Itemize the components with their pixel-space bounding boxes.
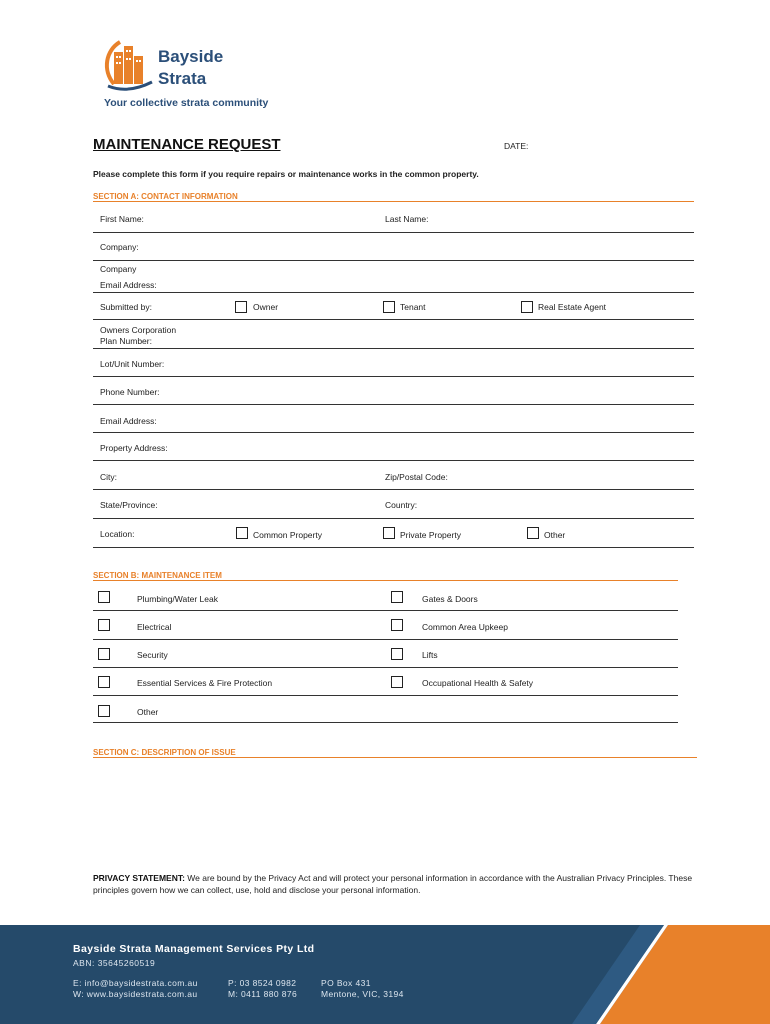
footer-company: Bayside Strata Management Services Pty Ltd (73, 943, 315, 955)
privacy-text: We are bound by the Privacy Act and will protect your personal information in accordance with the Australian Privacy Principles. These principles govern how we can collect, use, hold and disclose your personal information. (93, 873, 693, 895)
form-intro: Please complete this form if you require repairs or maintenance works in the common property. (93, 169, 479, 179)
footer-email-link[interactable]: E: info@baysidestrata.com.au (73, 978, 198, 988)
essential-services-checkbox[interactable] (98, 676, 110, 688)
submitted-by-row (93, 293, 694, 320)
company-email-label-line2: Email Address: (100, 280, 157, 290)
name-row[interactable] (93, 206, 694, 233)
email-label: Email Address: (100, 416, 157, 426)
footer-stripes-graphic (0, 925, 770, 1024)
lifts-checkbox[interactable] (391, 648, 403, 660)
security-checkbox[interactable] (98, 648, 110, 660)
zip-label: Zip/Postal Code: (385, 472, 448, 482)
owners-corp-label-line1: Owners Corporation (100, 325, 177, 335)
footer (0, 925, 770, 1024)
state-label: State/Province: (100, 500, 158, 510)
city-label: City: (100, 472, 117, 482)
maintenance-item-row (93, 668, 678, 696)
essential-services-label: Essential Services & Fire Protection (137, 678, 273, 688)
first-name-label: First Name: (100, 214, 144, 224)
phone-label: Phone Number: (100, 387, 160, 397)
company-logo (100, 36, 300, 116)
footer-website-link[interactable]: W: www.baysidestrata.com.au (73, 989, 198, 999)
company-row[interactable] (93, 233, 694, 261)
electrical-label: Electrical (137, 622, 172, 632)
lifts-label: Lifts (422, 650, 438, 660)
real-estate-agent-checkbox[interactable] (521, 301, 533, 313)
company-email-row[interactable] (93, 261, 694, 293)
company-email-label-line1: Company (100, 264, 137, 274)
section-a-heading: SECTION A: CONTACT INFORMATION (93, 192, 694, 202)
logo-name-line1: Bayside (158, 47, 224, 66)
location-other-label: Other (544, 530, 566, 540)
company-label: Company: (100, 242, 139, 252)
gates-doors-label: Gates & Doors (422, 594, 478, 604)
section-b-heading: SECTION B: MAINTENANCE ITEM (93, 571, 678, 581)
state-country-row[interactable] (93, 490, 694, 519)
property-address-row[interactable] (93, 433, 694, 461)
electrical-checkbox[interactable] (98, 619, 110, 631)
logo-name-line2: Strata (158, 69, 207, 88)
real-estate-agent-option-label: Real Estate Agent (538, 302, 607, 312)
location-row (93, 519, 694, 548)
common-property-label: Common Property (253, 530, 322, 540)
owners-corp-row[interactable] (93, 320, 694, 349)
building-logo-icon (100, 36, 156, 92)
section-c-heading: SECTION C: DESCRIPTION OF ISSUE (93, 748, 697, 758)
country-label: Country: (385, 500, 418, 510)
footer-web-contact (73, 978, 198, 1000)
tenant-option-label: Tenant (400, 302, 426, 312)
description-textarea[interactable] (93, 762, 697, 862)
common-area-upkeep-checkbox[interactable] (391, 619, 403, 631)
security-label: Security (137, 650, 168, 660)
privacy-statement (93, 872, 703, 896)
last-name-label: Last Name: (385, 214, 429, 224)
date-label: DATE: (504, 141, 529, 151)
maintenance-item-row (93, 696, 678, 723)
maintenance-other-label: Other (137, 707, 159, 717)
maintenance-item-row (93, 640, 678, 668)
maintenance-item-row (93, 611, 678, 640)
lot-unit-row[interactable] (93, 349, 694, 377)
owners-corp-label-line2: Plan Number: (100, 336, 152, 346)
footer-abn: ABN: 35645260519 (73, 958, 156, 968)
ohs-label: Occupational Health & Safety (422, 678, 534, 688)
footer-phone-contact (228, 978, 297, 1000)
owner-option-label: Owner (253, 302, 279, 312)
footer-phone[interactable]: P: 03 8524 0982 (228, 978, 297, 988)
maintenance-other-checkbox[interactable] (98, 705, 110, 717)
owner-checkbox[interactable] (235, 301, 247, 313)
tenant-checkbox[interactable] (383, 301, 395, 313)
common-property-checkbox[interactable] (236, 527, 248, 539)
ohs-checkbox[interactable] (391, 676, 403, 688)
footer-mobile[interactable]: M: 0411 880 876 (228, 989, 298, 999)
gates-doors-checkbox[interactable] (391, 591, 403, 603)
privacy-label: PRIVACY STATEMENT: (93, 873, 185, 883)
lot-unit-label: Lot/Unit Number: (100, 359, 165, 369)
location-label: Location: (100, 529, 135, 539)
common-area-upkeep-label: Common Area Upkeep (422, 622, 508, 632)
footer-suburb: Mentone, VIC, 3194 (321, 989, 404, 999)
footer-postal (321, 978, 404, 1000)
private-property-checkbox[interactable] (383, 527, 395, 539)
submitted-by-label: Submitted by: (100, 302, 152, 312)
form-title: MAINTENANCE REQUEST (93, 136, 281, 153)
logo-tagline: Your collective strata community (104, 97, 269, 109)
property-address-label: Property Address: (100, 443, 168, 453)
private-property-label: Private Property (400, 530, 461, 540)
city-zip-row[interactable] (93, 461, 694, 490)
location-other-checkbox[interactable] (527, 527, 539, 539)
footer-po-box: PO Box 431 (321, 978, 371, 988)
logo-wordmark (158, 46, 223, 90)
plumbing-checkbox[interactable] (98, 591, 110, 603)
maintenance-item-row (93, 584, 678, 611)
phone-row[interactable] (93, 377, 694, 405)
email-row[interactable] (93, 405, 694, 433)
plumbing-label: Plumbing/Water Leak (137, 594, 218, 604)
